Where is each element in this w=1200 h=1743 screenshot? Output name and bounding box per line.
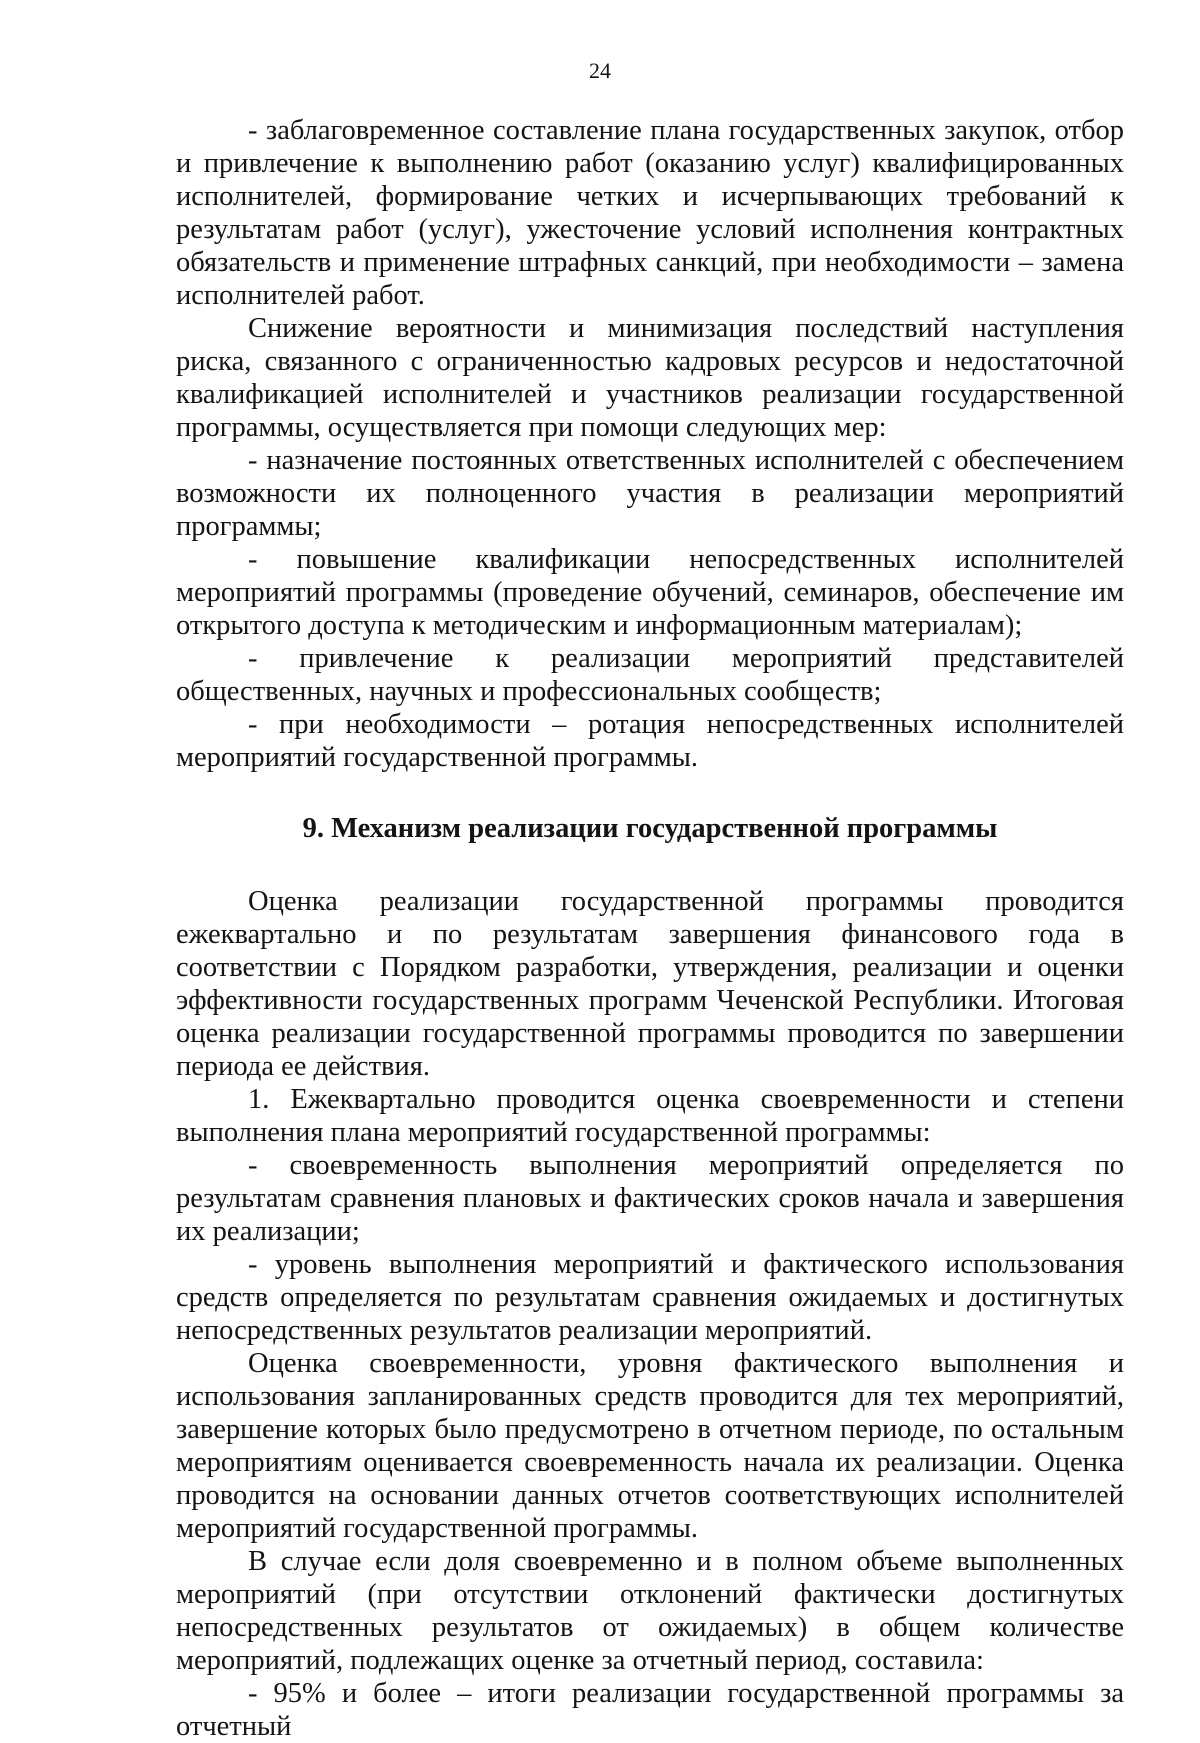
page-number: 24 bbox=[589, 58, 611, 83]
paragraph: 1. Ежеквартально проводится оценка своевременности и степени выполнения плана мероприятий государственной программы: bbox=[176, 1084, 1124, 1148]
paragraph: - повышение квалификации непосредственных исполнителей мероприятий программы (проведение обучений, семинаров, обеспечение им открытого доступа к методическим и информационным материалам); bbox=[176, 544, 1124, 641]
paragraph: В случае если доля своевременно и в полном объеме выполненных мероприятий (при отсутствии отклонений фактически достигнутых непосредственных результатов от ожидаемых) в общем количестве мероприятий, подлежащих оценке за отчетный период, составила: bbox=[176, 1546, 1124, 1676]
paragraph: - своевременность выполнения мероприятий определяется по результатам сравнения плановых и фактических сроков начала и завершения их реализации; bbox=[176, 1150, 1124, 1247]
paragraph: - назначение постоянных ответственных исполнителей с обеспечением возможности их полноценного участия в реализации мероприятий программы; bbox=[176, 445, 1124, 542]
paragraph: - при необходимости – ротация непосредственных исполнителей мероприятий государственной программы. bbox=[176, 709, 1124, 773]
paragraph: - заблаговременное составление плана государственных закупок, отбор и привлечение к выполнению работ (оказанию услуг) квалифицированных исполнителей, формирование четких и исчерпывающих требований к результатам работ (услуг), ужесточение условий исполнения контрактных обязательств и применение штрафных санкций, при необходимости – замена исполнителей работ. bbox=[176, 115, 1124, 311]
paragraph: - уровень выполнения мероприятий и фактического использования средств определяется по результатам сравнения ожидаемых и достигнутых непосредственных результатов реализации мероприятий. bbox=[176, 1249, 1124, 1346]
paragraph: Оценка своевременности, уровня фактического выполнения и использования запланированных средств проводится для тех мероприятий, завершение которых было предусмотрено в отчетном периоде, по остальным мероприятиям оценивается своевременность начала их реализации. Оценка проводится на основании данных отчетов соответствующих исполнителей мероприятий государственной программы. bbox=[176, 1348, 1124, 1544]
paragraph: - 95% и более – итоги реализации государственной программы за отчетный bbox=[176, 1678, 1124, 1742]
section-heading: 9. Механизм реализации государственной программы bbox=[302, 813, 998, 844]
paragraph: - привлечение к реализации мероприятий представителей общественных, научных и профессиональных сообществ; bbox=[176, 643, 1124, 707]
paragraph: Снижение вероятности и минимизация последствий наступления риска, связанного с ограниченностью кадровых ресурсов и недостаточной квалификацией исполнителей и участников реализации государственной программы, осуществляется при помощи следующих мер: bbox=[176, 313, 1124, 443]
paragraph: Оценка реализации государственной программы проводится ежеквартально и по результатам завершения финансового года в соответствии с Порядком разработки, утверждения, реализации и оценки эффективности государственных программ Чеченской Республики. Итоговая оценка реализации государственной программы проводится по завершении периода ее действия. bbox=[176, 886, 1124, 1082]
document-body bbox=[176, 114, 1124, 1743]
